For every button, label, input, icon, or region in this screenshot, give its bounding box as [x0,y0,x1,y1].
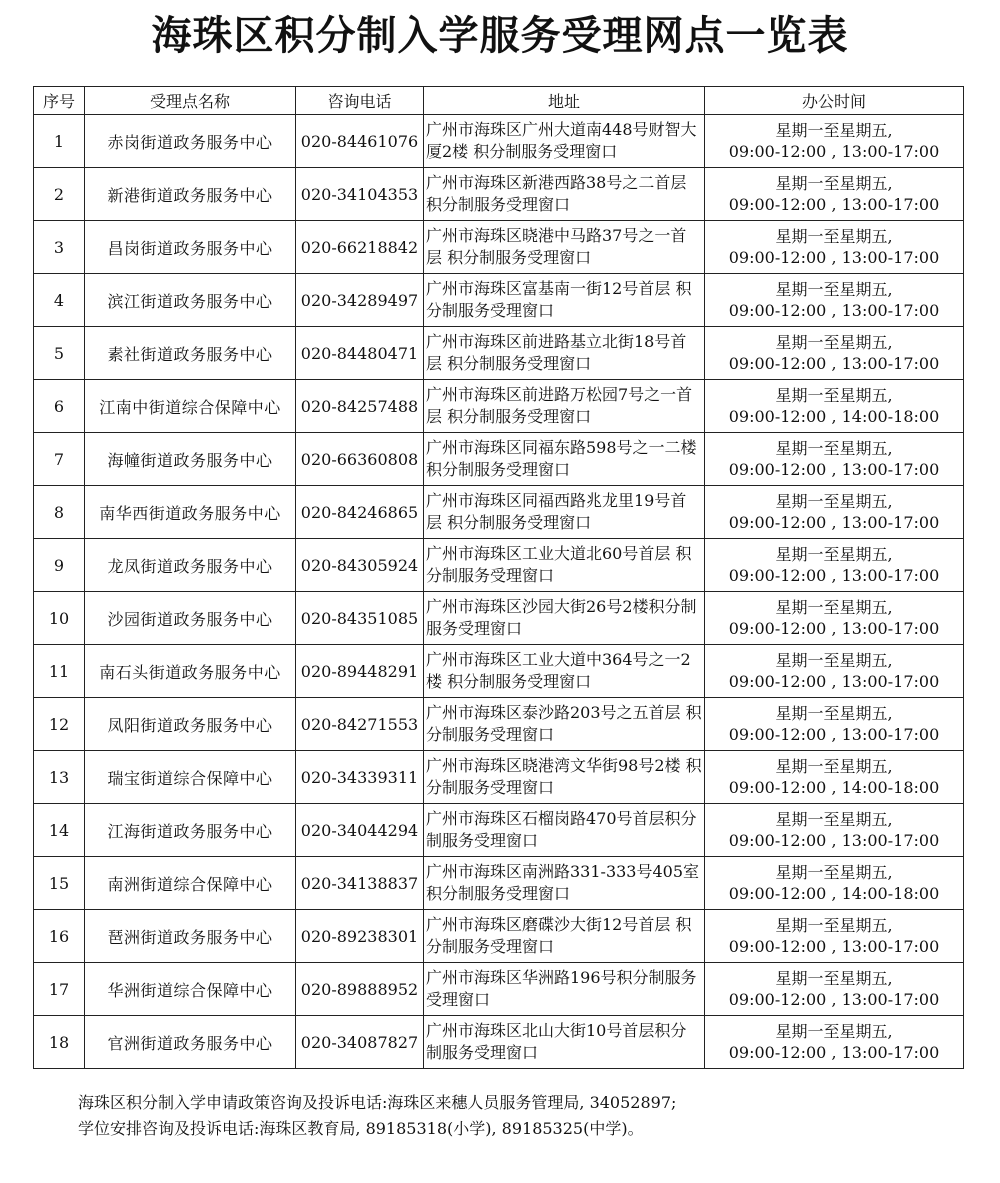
table-row [34,857,964,910]
service-point-address: 广州市海珠区前进路万松园7号之一首层 积分制服务受理窗口 [424,380,705,433]
row-number: 2 [34,168,85,221]
service-point-address: 广州市海珠区同福西路兆龙里19号首层 积分制服务受理窗口 [424,486,705,539]
service-point-name: 瑞宝街道综合保障中心 [85,751,296,804]
office-days: 星期一至星期五, [775,651,893,670]
table-row [34,698,964,751]
service-point-name: 龙凤街道政务服务中心 [85,539,296,592]
office-days: 星期一至星期五, [775,333,893,352]
contact-phone: 020-66360808 [296,433,424,486]
contact-phone: 020-84480471 [296,327,424,380]
service-point-name: 江南中街道综合保障中心 [85,380,296,433]
office-hours [705,486,964,539]
service-point-name: 沙园街道政务服务中心 [85,592,296,645]
office-time: 09:00-12:00 , 13:00-17:00 [728,725,940,744]
office-time: 09:00-12:00 , 13:00-17:00 [728,301,940,320]
contact-phone: 020-89448291 [296,645,424,698]
contact-phone: 020-84271553 [296,698,424,751]
service-point-name: 赤岗街道政务服务中心 [85,115,296,168]
row-number: 16 [34,910,85,963]
table-row [34,645,964,698]
table-row [34,380,964,433]
table-row [34,751,964,804]
office-time: 09:00-12:00 , 13:00-17:00 [728,248,940,267]
service-point-name: 滨江街道政务服务中心 [85,274,296,327]
contact-phone: 020-34104353 [296,168,424,221]
office-hours [705,115,964,168]
office-time: 09:00-12:00 , 13:00-17:00 [728,831,940,850]
office-time: 09:00-12:00 , 13:00-17:00 [728,460,940,479]
row-number: 7 [34,433,85,486]
office-days: 星期一至星期五, [775,810,893,829]
service-point-address: 广州市海珠区泰沙路203号之五首层 积分制服务受理窗口 [424,698,705,751]
service-point-address: 广州市海珠区晓港中马路37号之一首层 积分制服务受理窗口 [424,221,705,274]
office-time: 09:00-12:00 , 13:00-17:00 [728,990,940,1009]
office-time: 09:00-12:00 , 13:00-17:00 [728,619,940,638]
service-point-name: 华洲街道综合保障中心 [85,963,296,1016]
office-hours [705,221,964,274]
office-hours [705,910,964,963]
contact-phone: 020-34087827 [296,1016,424,1069]
page-title: 海珠区积分制入学服务受理网点一览表 [151,12,849,59]
service-point-address: 广州市海珠区广州大道南448号财智大厦2楼 积分制服务受理窗口 [424,115,705,168]
office-days: 星期一至星期五, [775,439,893,458]
table-row [34,1016,964,1069]
office-time: 09:00-12:00 , 14:00-18:00 [728,884,940,903]
footer-notes [78,1090,676,1142]
header-name: 受理点名称 [85,87,296,115]
table-row [34,486,964,539]
row-number: 11 [34,645,85,698]
office-time: 09:00-12:00 , 13:00-17:00 [728,513,940,532]
office-hours [705,963,964,1016]
office-time: 09:00-12:00 , 13:00-17:00 [728,354,940,373]
service-point-name: 新港街道政务服务中心 [85,168,296,221]
contact-phone: 020-34289497 [296,274,424,327]
row-number: 8 [34,486,85,539]
service-point-name: 琶洲街道政务服务中心 [85,910,296,963]
office-days: 星期一至星期五, [775,386,893,405]
office-days: 星期一至星期五, [775,757,893,776]
office-time: 09:00-12:00 , 13:00-17:00 [728,195,940,214]
office-hours [705,539,964,592]
header-address: 地址 [424,87,705,115]
service-point-address: 广州市海珠区华洲路196号积分制服务受理窗口 [424,963,705,1016]
table-row [34,804,964,857]
office-days: 星期一至星期五, [775,598,893,617]
service-point-name: 海幢街道政务服务中心 [85,433,296,486]
service-point-address: 广州市海珠区工业大道中364号之一2楼 积分制服务受理窗口 [424,645,705,698]
service-point-address: 广州市海珠区南洲路331-333号405室 积分制服务受理窗口 [424,857,705,910]
office-time: 09:00-12:00 , 13:00-17:00 [728,937,940,956]
table-row [34,433,964,486]
office-hours [705,1016,964,1069]
contact-phone: 020-84305924 [296,539,424,592]
service-point-address: 广州市海珠区磨碟沙大街12号首层 积分制服务受理窗口 [424,910,705,963]
service-point-name: 素社街道政务服务中心 [85,327,296,380]
row-number: 1 [34,115,85,168]
office-time: 09:00-12:00 , 14:00-18:00 [728,407,940,426]
header-hours: 办公时间 [705,87,964,115]
table-row [34,274,964,327]
contact-phone: 020-89238301 [296,910,424,963]
office-time: 09:00-12:00 , 14:00-18:00 [728,778,940,797]
row-number: 14 [34,804,85,857]
table-header-row [34,87,964,115]
row-number: 4 [34,274,85,327]
service-point-address: 广州市海珠区工业大道北60号首层 积分制服务受理窗口 [424,539,705,592]
office-time: 09:00-12:00 , 13:00-17:00 [728,142,940,161]
service-point-name: 南华西街道政务服务中心 [85,486,296,539]
service-point-address: 广州市海珠区富基南一街12号首层 积分制服务受理窗口 [424,274,705,327]
office-days: 星期一至星期五, [775,121,893,140]
office-hours [705,433,964,486]
table-row [34,168,964,221]
service-point-address: 广州市海珠区新港西路38号之二首层 积分制服务受理窗口 [424,168,705,221]
row-number: 10 [34,592,85,645]
contact-phone: 020-84257488 [296,380,424,433]
office-days: 星期一至星期五, [775,704,893,723]
row-number: 3 [34,221,85,274]
service-point-name: 南石头街道政务服务中心 [85,645,296,698]
contact-phone: 020-84246865 [296,486,424,539]
table-row [34,115,964,168]
contact-phone: 020-34044294 [296,804,424,857]
table-row [34,963,964,1016]
office-time: 09:00-12:00 , 13:00-17:00 [728,1043,940,1062]
row-number: 12 [34,698,85,751]
service-point-name: 南洲街道综合保障中心 [85,857,296,910]
row-number: 6 [34,380,85,433]
contact-phone: 020-34339311 [296,751,424,804]
contact-phone: 020-34138837 [296,857,424,910]
office-hours [705,274,964,327]
header-phone: 咨询电话 [296,87,424,115]
row-number: 9 [34,539,85,592]
office-hours [705,645,964,698]
row-number: 18 [34,1016,85,1069]
office-hours [705,857,964,910]
table-row [34,221,964,274]
office-days: 星期一至星期五, [775,280,893,299]
table-row [34,539,964,592]
office-hours [705,380,964,433]
table-row [34,327,964,380]
office-days: 星期一至星期五, [775,545,893,564]
service-point-address: 广州市海珠区同福东路598号之一二楼 积分制服务受理窗口 [424,433,705,486]
office-hours [705,804,964,857]
table-row [34,910,964,963]
service-point-name: 江海街道政务服务中心 [85,804,296,857]
service-point-name: 凤阳街道政务服务中心 [85,698,296,751]
office-days: 星期一至星期五, [775,863,893,882]
office-days: 星期一至星期五, [775,174,893,193]
row-number: 13 [34,751,85,804]
table-row [34,592,964,645]
table-body [34,115,964,1069]
service-point-address: 广州市海珠区沙园大街26号2楼积分制服务受理窗口 [424,592,705,645]
office-days: 星期一至星期五, [775,227,893,246]
office-hours [705,327,964,380]
service-point-address: 广州市海珠区晓港湾文华街98号2楼 积分制服务受理窗口 [424,751,705,804]
service-point-name: 官洲街道政务服务中心 [85,1016,296,1069]
service-point-address: 广州市海珠区北山大街10号首层积分制服务受理窗口 [424,1016,705,1069]
service-points-table [33,86,964,1069]
contact-phone: 020-84351085 [296,592,424,645]
contact-phone: 020-89888952 [296,963,424,1016]
header-no: 序号 [34,87,85,115]
contact-phone: 020-84461076 [296,115,424,168]
row-number: 17 [34,963,85,1016]
contact-phone: 020-66218842 [296,221,424,274]
office-hours [705,592,964,645]
office-days: 星期一至星期五, [775,969,893,988]
row-number: 5 [34,327,85,380]
office-days: 星期一至星期五, [775,492,893,511]
office-hours [705,168,964,221]
office-time: 09:00-12:00 , 13:00-17:00 [728,566,940,585]
row-number: 15 [34,857,85,910]
office-days: 星期一至星期五, [775,916,893,935]
office-days: 星期一至星期五, [775,1022,893,1041]
office-time: 09:00-12:00 , 13:00-17:00 [728,672,940,691]
footer-line-school-contact: 学位安排咨询及投诉电话:海珠区教育局, 89185318(小学), 89185325(中学)。 [78,1119,644,1138]
footer-line-policy-contact: 海珠区积分制入学申请政策咨询及投诉电话:海珠区来穗人员服务管理局, 34052897; [78,1093,677,1112]
service-point-address: 广州市海珠区石榴岗路470号首层积分制服务受理窗口 [424,804,705,857]
office-hours [705,751,964,804]
service-point-name: 昌岗街道政务服务中心 [85,221,296,274]
service-point-address: 广州市海珠区前进路基立北街18号首层 积分制服务受理窗口 [424,327,705,380]
office-hours [705,698,964,751]
